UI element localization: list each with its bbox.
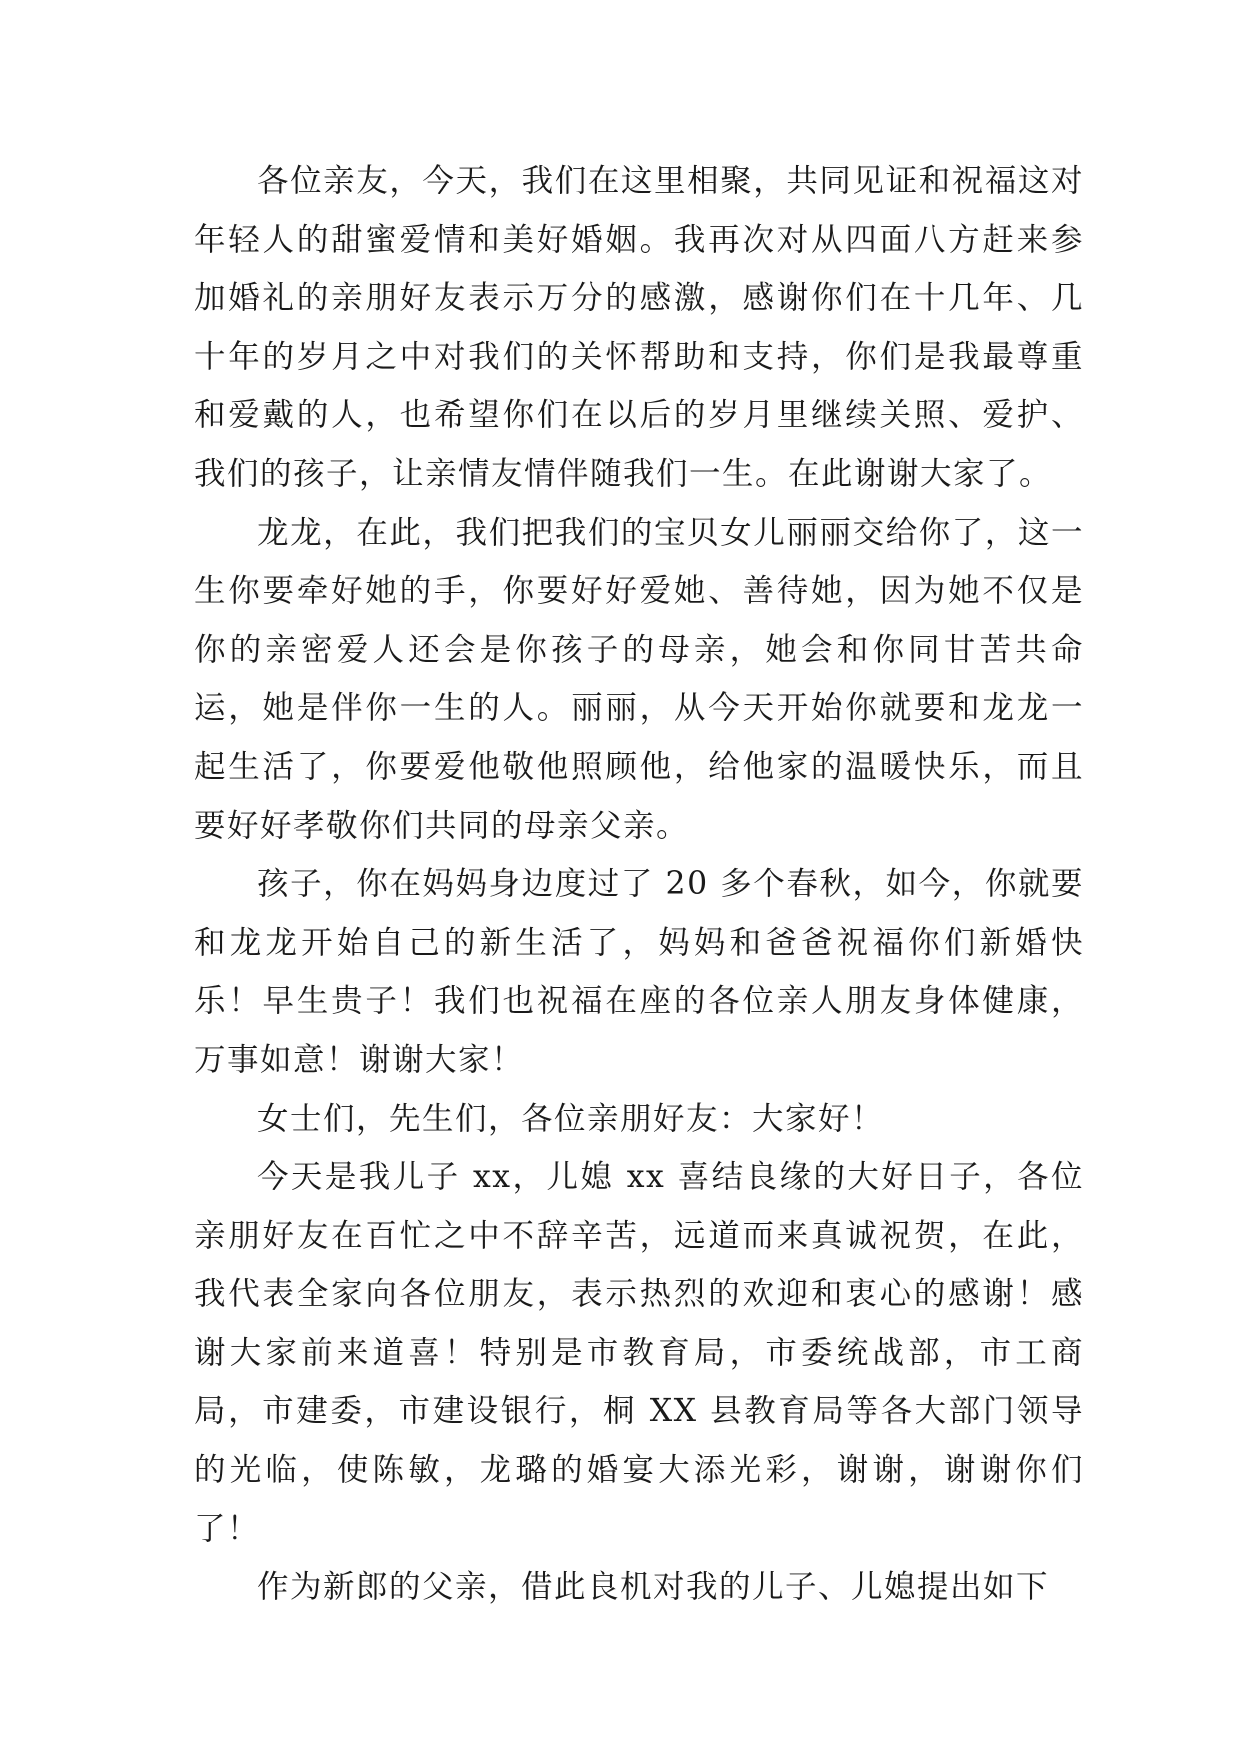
paragraph-4: 女士们，先生们，各位亲朋好友：大家好！ [257,1100,885,1137]
paragraph-6: 作为新郎的父亲，借此良机对我的儿子、儿媳提出如下 [257,1569,1050,1606]
paragraph-5: 今天是我儿子 xx，儿媳 xx 喜结良缘的大好日子，各位亲朋好友在百忙之中不辞辛苦，远道而来真诚祝贺，在此，我代表全家向各位朋友，表示热烈的欢迎和衷心的感谢！感谢大家前来道喜！特别是市教育局，市委统战部，市工商局，市建委，市建设银行，桐 XX 县教育局等各大部门领导的光临，使陈敏，龙璐的婚宴大添光彩，谢谢，谢谢你们了！ [194,1159,1084,1547]
document-body [194,152,1084,1617]
paragraph-1: 各位亲友，今天，我们在这里相聚，共同见证和祝福这对年轻人的甜蜜爱情和美好婚姻。我再次对从四面八方赶来参加婚礼的亲朋好友表示万分的感激，感谢你们在十几年、几十年的岁月之中对我们的关怀帮助和支持，你们是我最尊重和爱戴的人，也希望你们在以后的岁月里继续关照、爱护、我们的孩子，让亲情友情伴随我们一生。在此谢谢大家了。 [194,163,1084,492]
paragraph-2: 龙龙，在此，我们把我们的宝贝女儿丽丽交给你了，这一生你要牵好她的手，你要好好爱她、善待她，因为她不仅是你的亲密爱人还会是你孩子的母亲，她会和你同甘苦共命运，她是伴你一生的人。丽丽，从今天开始你就要和龙龙一起生活了，你要爱他敬他照顾他，给他家的温暖快乐，而且要好好孝敬你们共同的母亲父亲。 [194,514,1084,844]
paragraph-3: 孩子，你在妈妈身边度过了 20 多个春秋，如今，你就要和龙龙开始自己的新生活了，妈妈和爸爸祝福你们新婚快乐！早生贵子！我们也祝福在座的各位亲人朋友身体健康，万事如意！谢谢大家！ [194,866,1084,1078]
